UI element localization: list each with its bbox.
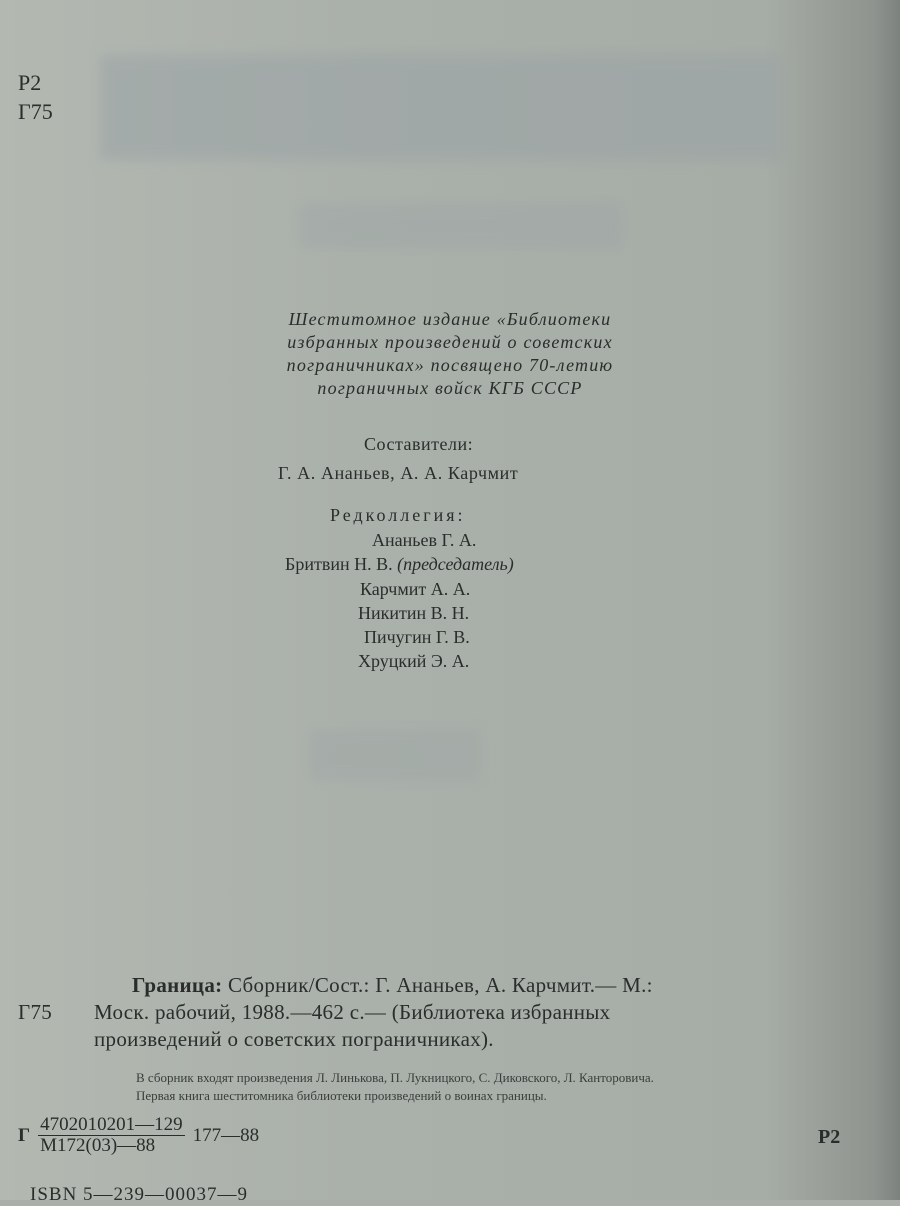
bib-line <box>18 972 838 999</box>
fraction-denominator: М172(03)—88 <box>40 1135 156 1156</box>
fraction <box>38 1115 185 1156</box>
index-suffix: 177—88 <box>192 1124 260 1146</box>
board-member <box>372 528 476 552</box>
dedication-line: пограничных войск КГБ СССР <box>317 378 583 398</box>
bib-text: Сборник/Сост.: Г. Ананьев, А. Карчмит.— М.: <box>222 973 653 997</box>
bib-line <box>18 1026 838 1053</box>
board-member <box>364 625 470 649</box>
board-member-name: Карчмит А. А. <box>360 579 471 599</box>
dedication-line: Шеститомное издание «Библиотеки <box>288 309 612 329</box>
dedication-line: пограничниках» посвящено 70-летию <box>286 355 614 375</box>
board-member-name: Никитин В. Н. <box>358 603 470 623</box>
compilers-names: Г. А. Ананьев, А. А. Карчмит <box>278 463 519 483</box>
dedication-text <box>0 308 900 400</box>
editorial-board-label: Редколлегия: <box>330 505 466 525</box>
bib-line <box>18 999 838 1026</box>
show-through-block <box>310 730 480 780</box>
bib-text: Моск. рабочий, 1988.—462 с.— (Библиотека избранных <box>94 1000 611 1024</box>
classification-line: Г75 <box>18 99 53 124</box>
classification-code <box>18 68 53 126</box>
shelf-code: Г75 <box>18 1000 53 1024</box>
bibliographic-record <box>18 972 838 1053</box>
compilers-label: Составители: <box>364 434 474 454</box>
index-fraction <box>18 1115 259 1156</box>
annotation-line: В сборник входят произведения Л. Линькова, П. Лукницкого, С. Диковского, Л. Канторовича. <box>136 1070 654 1085</box>
show-through-subtitle <box>300 205 620 247</box>
dedication-line: избранных произведений о советских <box>287 332 613 352</box>
board-member <box>358 601 469 625</box>
isbn: ISBN 5—239—00037—9 <box>30 1184 249 1205</box>
board-member-name: Бритвин Н. В. <box>285 554 393 574</box>
bib-text: произведений о советских пограничниках). <box>94 1027 494 1051</box>
board-member <box>360 577 470 601</box>
annotation-line: Первая книга шеститомника библиотеки произведений о воинах границы. <box>136 1088 547 1103</box>
index-letter: Г <box>18 1124 31 1146</box>
board-member <box>285 552 514 576</box>
board-member-name: Хруцкий Э. А. <box>358 651 470 671</box>
board-member-name: Ананьев Г. А. <box>372 530 477 550</box>
bib-title: Граница: <box>132 973 223 997</box>
classification-line: Р2 <box>18 70 42 95</box>
bbk-code: Р2 <box>818 1126 841 1148</box>
fraction-numerator: 4702010201—129 <box>40 1114 183 1135</box>
board-member <box>358 649 469 673</box>
board-member-role: (председатель) <box>397 554 514 574</box>
annotation <box>136 1069 654 1105</box>
board-member-name: Пичугин Г. В. <box>364 627 470 647</box>
show-through-title <box>100 55 780 160</box>
